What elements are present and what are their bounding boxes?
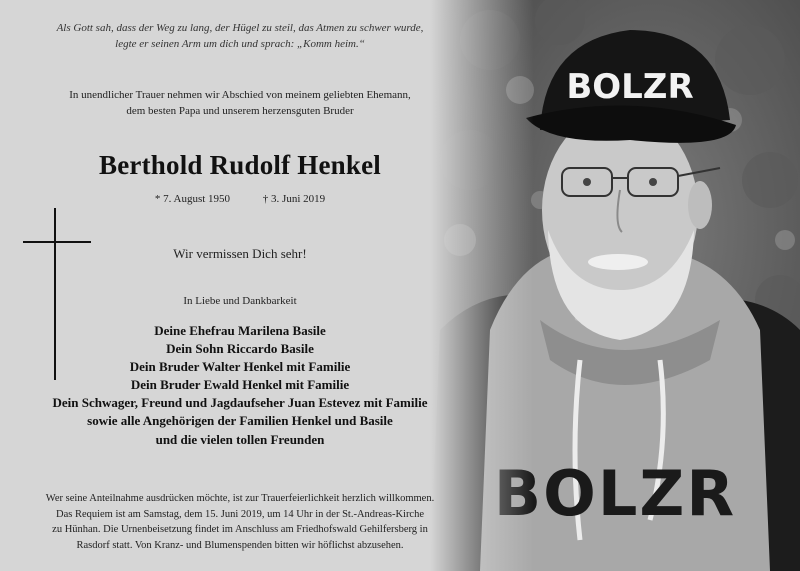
- mourner-line: Dein Sohn Riccardo Basile: [166, 341, 314, 357]
- service-notice: [14, 491, 466, 553]
- deceased-name: Berthold Rudolf Henkel: [99, 150, 381, 180]
- mourner-line: Dein Bruder Walter Henkel mit Familie: [129, 359, 351, 375]
- motto-line-1: Als Gott sah, dass der Weg zu lang, der Hügel zu steil, das Atmen zu schwer wurde,: [56, 22, 424, 34]
- mourner-line: Dein Schwager, Freund und Jagdaufseher Juan Estevez mit Familie: [52, 395, 428, 411]
- love-text: In Liebe und Dankbarkeit: [183, 295, 297, 307]
- notice-line: Das Requiem ist am Samstag, dem 15. Juni 2019, um 14 Uhr in der St.-Andreas-Kirche: [55, 508, 425, 520]
- motto-quote: [20, 20, 460, 52]
- mourner-line: und die vielen tollen Freunden: [155, 431, 325, 447]
- mourners-list: [10, 322, 470, 449]
- motto-line-2: legte er seinen Arm um dich und sprach: „Komm heim.“: [115, 38, 365, 50]
- birth-date: * 7. August 1950: [154, 193, 231, 205]
- portrait-photo: [430, 0, 800, 571]
- life-dates: [20, 193, 460, 205]
- miss-text: Wir vermissen Dich sehr!: [173, 246, 307, 261]
- notice-line: Wer seine Anteilnahme ausdrücken möchte, ist zur Trauerfeierlichkeit herzlich willkommen.: [45, 493, 435, 504]
- intro-line-1: In unendlicher Trauer nehmen wir Abschied von meinem geliebten Ehemann,: [69, 89, 411, 101]
- mourner-line: Dein Bruder Ewald Henkel mit Familie: [130, 377, 350, 393]
- notice-line: zu Hünhan. Die Urnenbeisetzung findet im Anschluss am Friedhofswald Gehilfersberg in: [52, 524, 428, 535]
- death-date: † 3. Juni 2019: [262, 193, 326, 205]
- notice-line: Rasdorf statt. Von Kranz- und Blumenspenden bitten wir höflichst abzusehen.: [76, 539, 404, 551]
- mourner-line: sowie alle Angehörigen der Familien Henkel und Basile: [87, 413, 393, 429]
- intro-text: [20, 87, 460, 119]
- mourner-line: Deine Ehefrau Marilena Basile: [154, 323, 326, 338]
- intro-line-2: dem besten Papa und unserem herzensguten Bruder: [126, 105, 354, 117]
